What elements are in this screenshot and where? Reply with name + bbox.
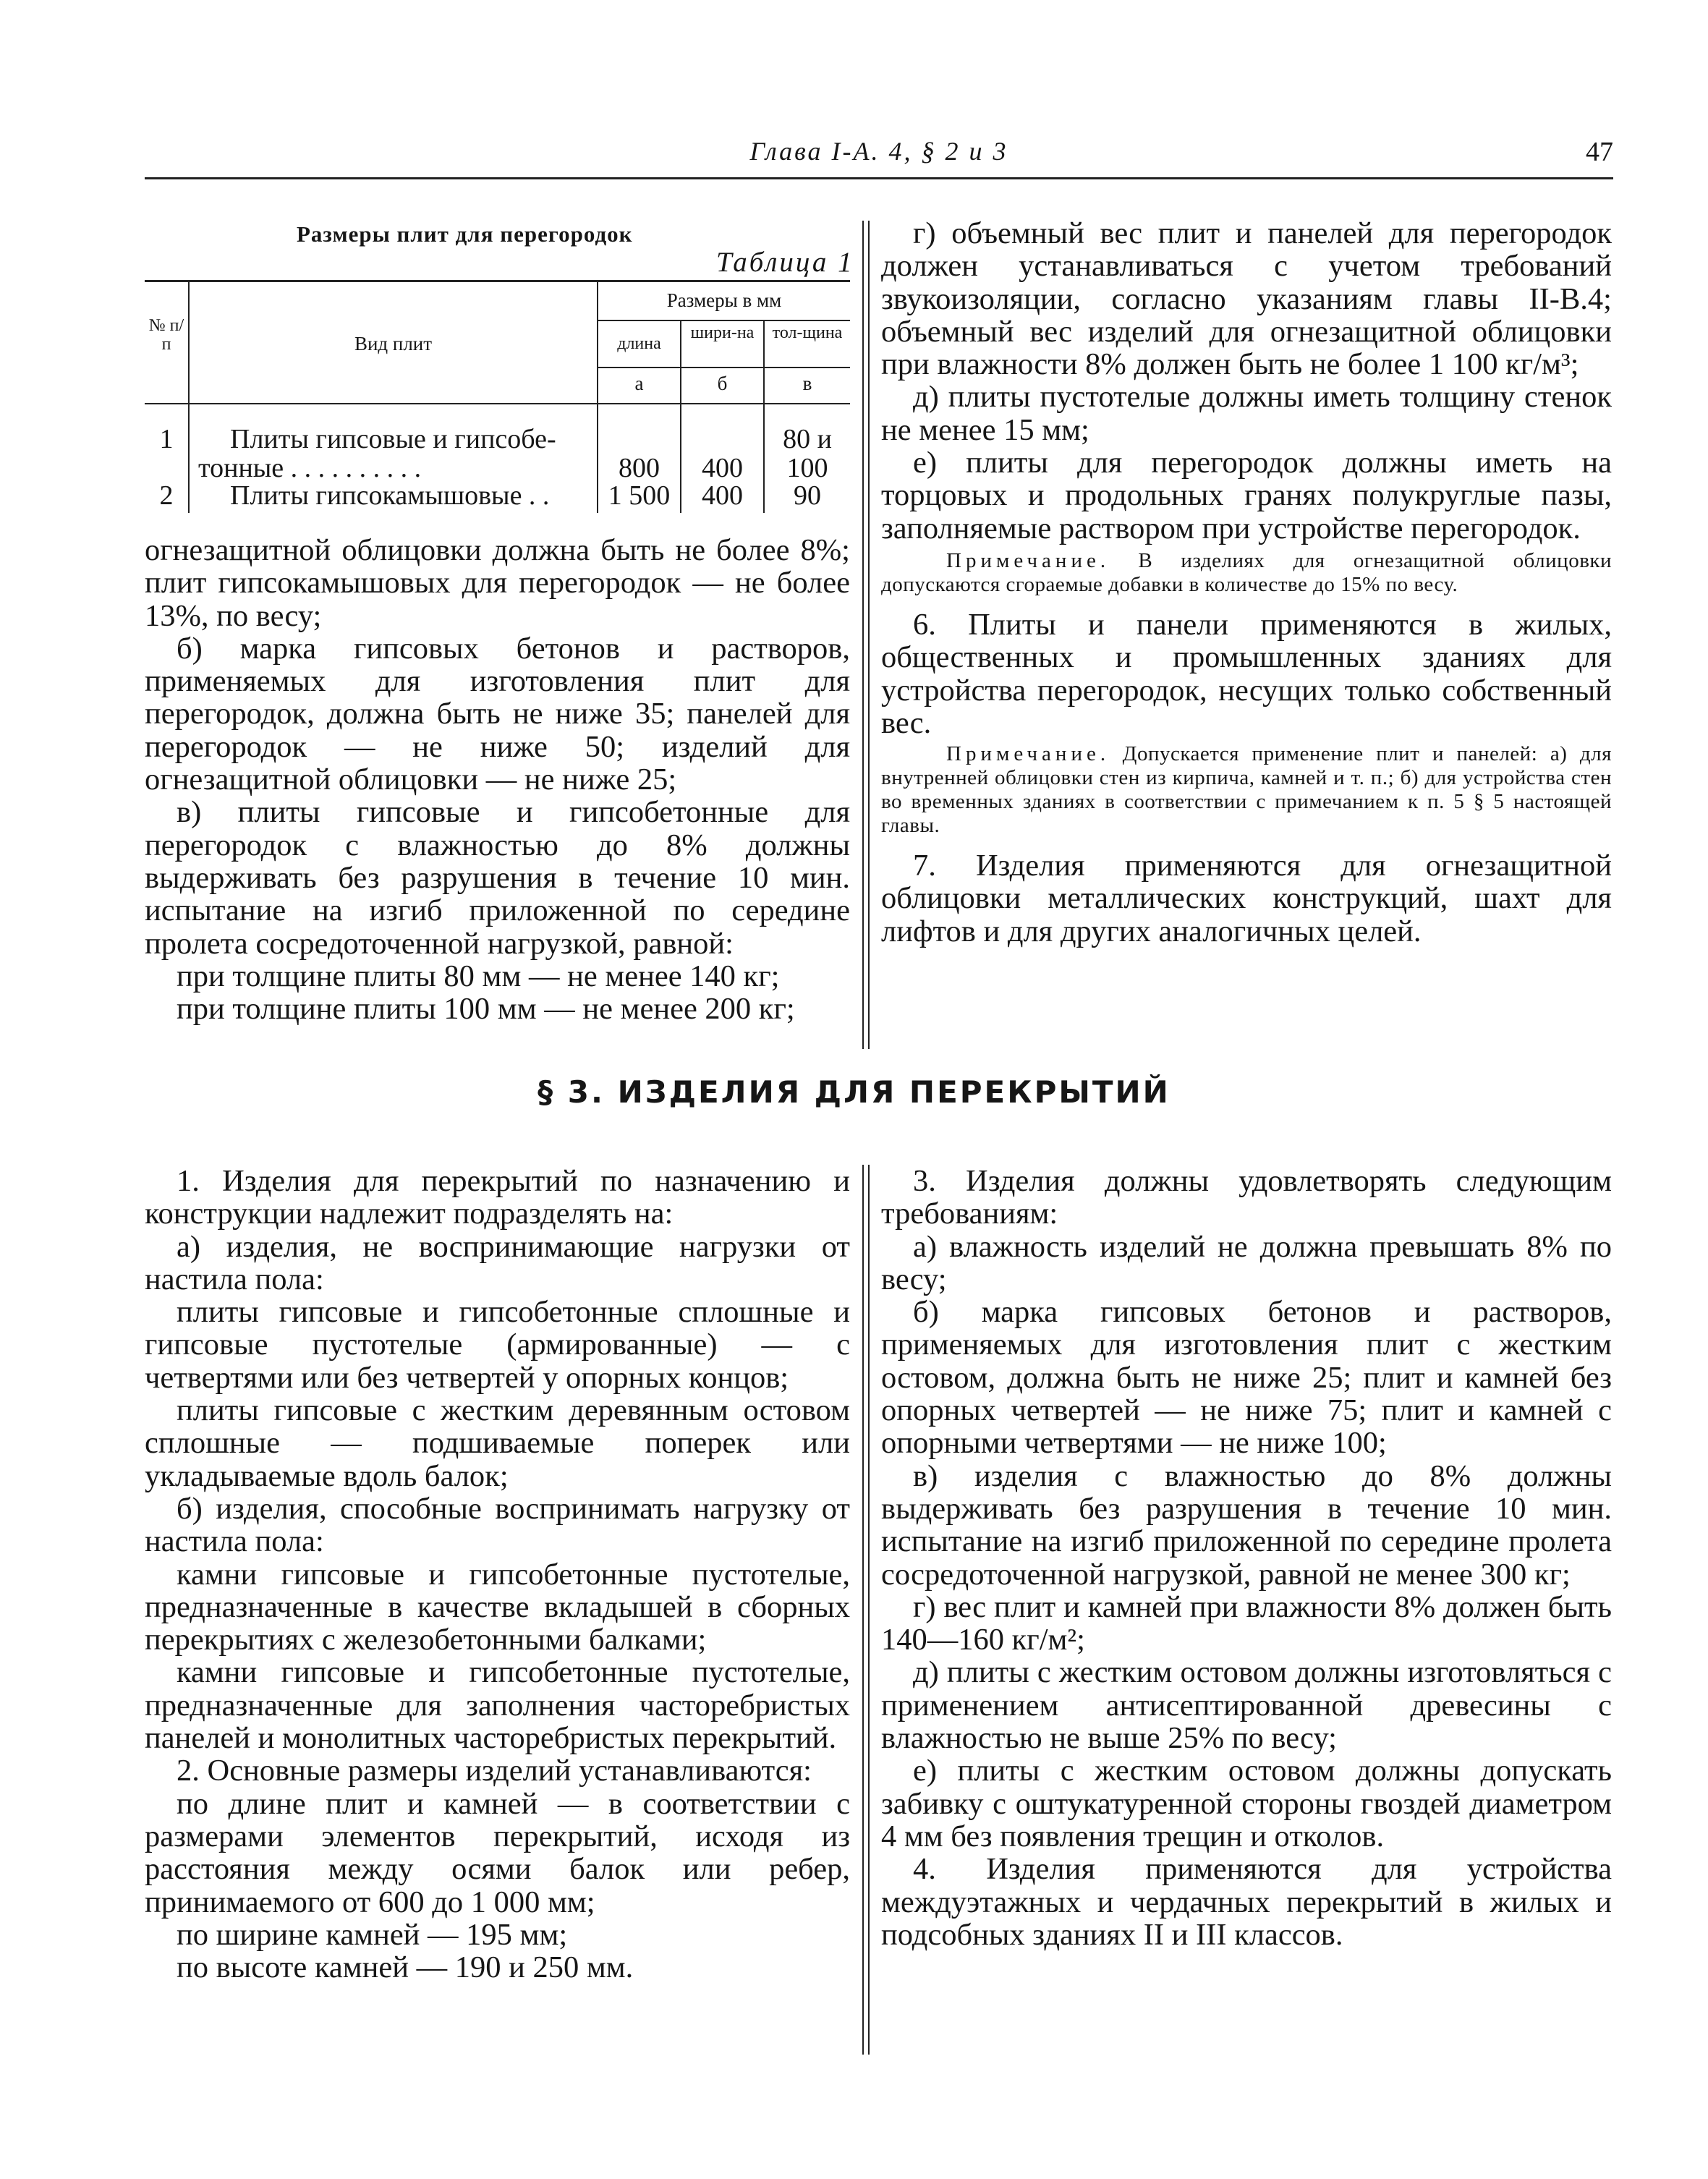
column-divider-bottom <box>862 1165 870 2055</box>
table-letters-rule <box>597 367 850 368</box>
paragraph: б) марка гипсовых бетонов и растворов, применяемых для изготовления плит для перегородок, должна быть не ниже 35; панелей для перегородок — не ниже 50; изделий для огнезащитной облицовки — не ниже 25; <box>145 631 850 797</box>
row2-width: 400 <box>702 480 743 511</box>
column-bottom-right <box>881 1165 1612 1951</box>
column-divider-top <box>862 221 870 1049</box>
paragraph: камни гипсовые и гипсобетонные пустотелые, предназначенные для заполнения часторебристых панелей и монолитных часторебристых перекрытий. <box>145 1655 850 1756</box>
th-b: б <box>717 373 728 394</box>
row1-width: 400 <box>702 453 743 483</box>
paragraph: а) влажность изделий не должна превышать 8% по весу; <box>881 1229 1612 1296</box>
row1-kind-line1: Плиты гипсовые и гипсобе- <box>230 424 556 454</box>
page-number: 47 <box>1586 137 1613 167</box>
paragraph: 7. Изделия применяются для огнезащитной облицовки металлических конструкций, шахт для лифтов и для других аналогичных целей. <box>881 849 1612 948</box>
table-dims-rule <box>597 320 850 321</box>
row1-thickness-line1: 80 и <box>783 424 832 454</box>
paragraph: б) изделия, способные воспринимать нагрузку от настила пола: <box>145 1491 850 1559</box>
paragraph: г) вес плит и камней при влажности 8% должен быть 140—160 кг/м²; <box>881 1589 1612 1657</box>
paragraph: 2. Основные размеры изделий устанавливаются: <box>177 1754 812 1788</box>
th-dims: Размеры в мм <box>666 289 782 311</box>
paragraph: а) изделия, не воспринимающие нагрузки от настила пола: <box>145 1229 850 1296</box>
row1-thickness-line2: 100 <box>786 453 828 483</box>
row2-kind: Плиты гипсокамышовые . . <box>230 480 550 511</box>
note-1 <box>881 549 1612 597</box>
column-bottom-left <box>145 1165 850 1984</box>
paragraph: по высоте камней — 190 и 250 мм. <box>177 1950 634 1985</box>
table-caption: Размеры плит для перегородок <box>297 221 633 247</box>
column-top-right <box>881 217 1612 948</box>
table-head-rule <box>145 403 850 404</box>
table-vrule-1 <box>188 281 190 513</box>
row2-thickness: 90 <box>794 480 821 511</box>
th-a: а <box>634 373 644 394</box>
th-kind: Вид плит <box>354 333 433 354</box>
paragraph: 1. Изделия для перекрытий по назначению и конструкции надлежит подразделять на: <box>145 1164 850 1231</box>
paragraph: плиты гипсовые с жестким деревянным остовом сплошные — подшиваемые поперек или укладываемые вдоль балок; <box>145 1393 850 1493</box>
paragraph: г) объемный вес плит и панелей для перегородок должен устанавливаться с учетом требований звукоизоляции, согласно указаниям главы II-В.4; объемный вес изделий для огнезащитной облицовки при влажности 8% должен быть не более 1 100 кг/м³; <box>881 216 1612 382</box>
table-label: Таблица 1 <box>716 247 854 278</box>
paragraph: д) плиты пустотелые должны иметь толщину стенок не менее 15 мм; <box>881 380 1612 447</box>
row1-kind-line2: тонные . . . . . . . . . . <box>198 453 422 483</box>
header-title: Глава I-А. 4, § 2 и 3 <box>749 137 1008 166</box>
paragraph: в) изделия с влажностью до 8% должны выдерживать без разрушения в течение 10 мин. испытание на изгиб приложенной по середине пролета сосредоточенной нагрузкой, равной не менее 300 кг; <box>881 1458 1612 1592</box>
row2-length: 1 500 <box>608 480 671 511</box>
th-v: в <box>802 373 812 394</box>
note-text: Допускается применение плит и панелей: а) для внутренней облицовки стен из кирпича, камней и т. п.; б) для устройства стен во временных зданиях в соответствии с примечанием к п. 5 § 5 настоящей главы. <box>881 742 1612 838</box>
paragraph: в) плиты гипсовые и гипсобетонные для перегородок с влажностью до 8% должны выдерживать без разрушения в течение 10 мин. испытание на изгиб приложенной по середине пролета сосредоточенной нагрузкой, равной: <box>145 795 850 961</box>
paragraph: д) плиты с жестким остовом должны изготовляться с применением антисептированной древесины с влажностью не выше 25% по весу; <box>881 1655 1612 1756</box>
paragraph: камни гипсовые и гипсобетонные пустотелые, предназначенные в качестве вкладышей в сборных перекрытиях с железобетонными балками; <box>145 1557 850 1657</box>
paragraph: б) марка гипсовых бетонов и растворов, применяемых для изготовления плит с жестким остовом, должна быть не ниже 25; плит и камней без опорных четвертей — не ниже 75; плит и камней с опорными четвертями — не ниже 100; <box>881 1295 1612 1461</box>
note-label: Примечание. <box>946 742 1110 766</box>
th-num: № п/п <box>148 316 184 354</box>
paragraph: 4. Изделия применяются для устройства междуэтажных и чердачных перекрытий в жилых и подсобных зданиях II и III классов. <box>881 1852 1612 1952</box>
paragraph: 6. Плиты и панели применяются в жилых, общественных и промышленных зданиях для устройства перегородок, несущих только собственный вес. <box>881 607 1612 740</box>
paragraph: по ширине камней — 195 мм; <box>177 1917 568 1952</box>
row1-length: 800 <box>619 453 660 483</box>
row2-num: 2 <box>159 480 174 511</box>
th-length: длина <box>617 334 661 353</box>
paragraph: по длине плит и камней — в соответствии с размерами элементов перекрытий, исходя из расстояния между осями балок или ребер, принимаемого от 600 до 1 000 мм; <box>145 1786 850 1919</box>
row1-num: 1 <box>159 424 174 454</box>
note-label: Примечание. <box>946 548 1110 572</box>
note-2 <box>881 742 1612 838</box>
section-heading: § 3. ИЗДЕЛИЯ ДЛЯ ПЕРЕКРЫТИЙ <box>538 1074 1170 1110</box>
table-partition-plates <box>145 280 850 519</box>
running-header <box>145 136 1613 179</box>
th-width: шири-на <box>690 323 755 342</box>
paragraph: е) плиты для перегородок должны иметь на торцовых и продольных гранях полукруглые пазы, заполняемые раствором при устройстве перегородок. <box>881 446 1612 545</box>
paragraph: плиты гипсовые и гипсобетонные сплошные и гипсовые пустотелые (армированные) — с четвертями или без четвертей у опорных концов; <box>145 1295 850 1395</box>
paragraph: огнезащитной облицовки должна быть не более 8%; плит гипсокамышовых для перегородок — не более 13%, по весу; <box>145 533 850 633</box>
paragraph: при толщине плиты 100 мм — не менее 200 кг; <box>177 992 795 1027</box>
paragraph: 3. Изделия должны удовлетворять следующим требованиям: <box>881 1164 1612 1231</box>
table-top-rule <box>145 280 850 282</box>
th-thickness: тол-щина <box>772 323 843 342</box>
paragraph: при толщине плиты 80 мм — не менее 140 кг; <box>177 959 780 993</box>
column-top-left <box>145 534 850 1025</box>
note-text: В изделиях для огнезащитной облицовки допускаются сгораемые добавки в количестве до 15% по весу. <box>881 548 1612 596</box>
paragraph: е) плиты с жестким остовом должны допускать забивку с оштукатуренной стороны гвоздей диаметром 4 мм без появления трещин и отколов. <box>881 1754 1612 1853</box>
